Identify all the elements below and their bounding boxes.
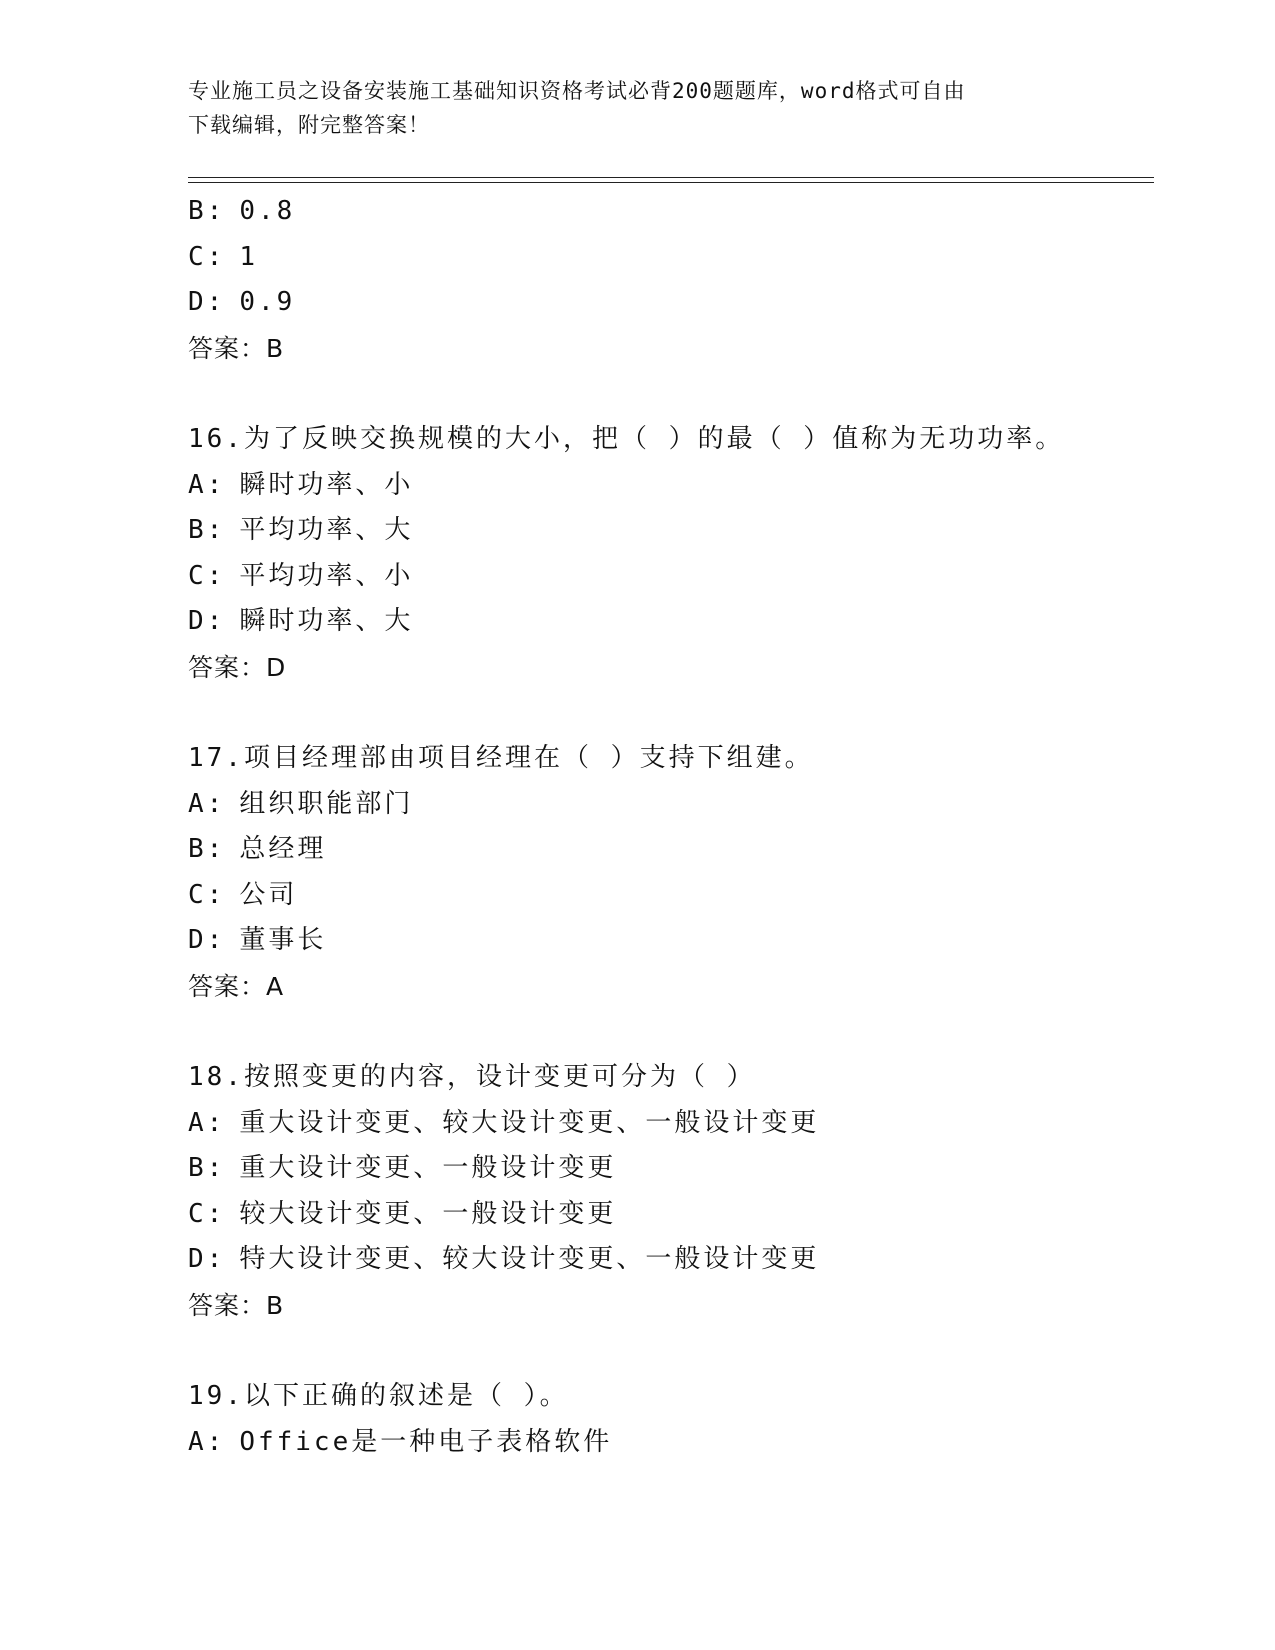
question-text: 项目经理部由项目经理在（ ）支持下组建。 [243, 743, 814, 773]
option-row [188, 1101, 1148, 1147]
option-row [188, 1146, 1148, 1192]
option-text: 平均功率、小 [239, 560, 414, 591]
option-text: 董事长 [239, 925, 327, 955]
question-stem [188, 736, 1148, 782]
option-row [188, 463, 1148, 509]
header-title-line-2: 下载编辑，附完整答案！ [188, 113, 430, 137]
option-letter: A: [188, 788, 226, 819]
question-stem [188, 1374, 1148, 1420]
question-number: 17. [188, 743, 244, 773]
option-letter: A: [188, 469, 226, 500]
option-letter: D: [188, 1244, 226, 1274]
answer-line: 答案：B [188, 1290, 285, 1320]
question-text: 为了反映交换规模的大小，把（ ）的最（ ）值称为无功功率。 [243, 424, 1065, 454]
previous-question-tail [188, 189, 1148, 371]
question-text: 以下正确的叙述是（ ）。 [243, 1381, 569, 1411]
option-row [188, 599, 1148, 645]
option-text: 总经理 [239, 834, 327, 864]
answer-line: 答案：A [188, 971, 285, 1001]
option-row [188, 827, 1148, 873]
option-letter: B: [188, 515, 226, 545]
option-letter: C: [188, 879, 226, 910]
option-letter: A: [188, 1107, 226, 1138]
option-text: 瞬时功率、大 [239, 606, 414, 636]
header-title-line-1: 专业施工员之设备安装施工基础知识资格考试必背200题题库，word格式可自由 [188, 79, 966, 103]
question-stem [188, 417, 1148, 463]
option-row [188, 1420, 1148, 1466]
spacer [188, 371, 1148, 417]
option-text: 0.8 [239, 196, 296, 226]
question-stem [188, 1055, 1148, 1101]
option-row [188, 554, 1148, 600]
option-text: 瞬时功率、小 [239, 469, 414, 500]
spacer [188, 1328, 1148, 1374]
spacer [188, 690, 1148, 736]
option-text: 公司 [239, 879, 298, 910]
option-text: 特大设计变更、较大设计变更、一般设计变更 [239, 1244, 820, 1274]
option-row [188, 235, 1148, 281]
option-letter: D: [188, 925, 226, 955]
option-row [188, 508, 1148, 554]
option-row [188, 189, 1148, 235]
answer-line: 答案：D [188, 652, 287, 682]
option-text: 0.9 [239, 287, 296, 317]
question-block-19 [188, 1374, 1148, 1465]
option-text: Office是一种电子表格软件 [239, 1426, 613, 1457]
option-row [188, 1192, 1148, 1238]
option-letter: D: [188, 606, 226, 636]
document-header [188, 74, 1068, 142]
option-letter: A: [188, 1426, 226, 1457]
option-row [188, 918, 1148, 964]
option-text: 组织职能部门 [239, 788, 414, 819]
option-text: 1 [239, 241, 258, 272]
question-number: 19. [188, 1381, 244, 1411]
option-letter: C: [188, 241, 226, 272]
option-text: 平均功率、大 [239, 515, 414, 545]
option-letter: C: [188, 560, 226, 591]
question-block-17 [188, 736, 1148, 1009]
question-number: 16. [188, 424, 244, 454]
question-number: 18. [188, 1062, 244, 1092]
option-row [188, 280, 1148, 326]
question-block-16 [188, 417, 1148, 690]
document-body [188, 189, 1148, 1465]
answer-line: 答案：B [188, 333, 285, 363]
option-letter: C: [188, 1198, 226, 1229]
option-letter: B: [188, 1153, 226, 1183]
question-text: 按照变更的内容，设计变更可分为（ ） [243, 1062, 756, 1092]
option-row [188, 1237, 1148, 1283]
option-text: 重大设计变更、较大设计变更、一般设计变更 [239, 1107, 820, 1138]
header-divider-bottom [188, 182, 1154, 183]
option-text: 重大设计变更、一般设计变更 [239, 1153, 617, 1183]
spacer [188, 1009, 1148, 1055]
option-letter: B: [188, 196, 226, 226]
question-block-18 [188, 1055, 1148, 1328]
option-letter: D: [188, 287, 226, 317]
header-divider-top [188, 177, 1154, 178]
option-row [188, 873, 1148, 919]
option-row [188, 782, 1148, 828]
option-letter: B: [188, 834, 226, 864]
option-text: 较大设计变更、一般设计变更 [239, 1198, 617, 1229]
